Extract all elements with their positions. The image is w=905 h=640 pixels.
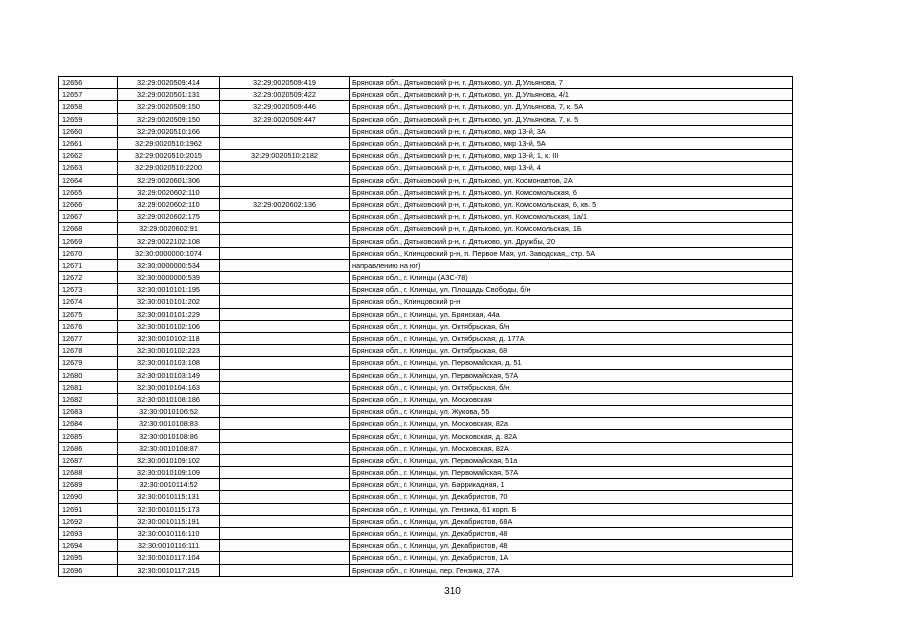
address-cell: Брянская обл., Дятьковский р-н, г. Дятьково, ул. Космонавтов, 2А: [350, 174, 793, 186]
building-number-cell: 32:29:0020602:136: [220, 198, 350, 210]
row-number-cell: 12696: [59, 564, 118, 576]
address-cell: Брянская обл., г. Клинцы, ул. Московская: [350, 393, 793, 405]
address-cell: Брянская обл., г. Клинцы, ул. Первомайская, д. 51: [350, 357, 793, 369]
row-number-cell: 12692: [59, 515, 118, 527]
row-number-cell: 12676: [59, 320, 118, 332]
cadastral-number-cell: 32:30:0010115:131: [118, 491, 220, 503]
building-number-cell: [220, 479, 350, 491]
table-row: [59, 454, 793, 466]
table-row: [59, 381, 793, 393]
building-number-cell: [220, 174, 350, 186]
table-row: [59, 308, 793, 320]
cadastral-number-cell: 32:30:0010101:202: [118, 296, 220, 308]
cadastral-number-cell: 32:29:0020602:110: [118, 186, 220, 198]
table-row: [59, 247, 793, 259]
address-cell: Брянская обл., г. Клинцы, ул. Декабристов, 48: [350, 527, 793, 539]
address-cell: Брянская обл., г. Клинцы, ул. Декабристов, 48: [350, 540, 793, 552]
address-cell: Брянская обл., Дятьковский р-н, г. Дятьково, ул. Д.Ульянова, 7, к. 5: [350, 113, 793, 125]
address-cell: Брянская обл., г. Клинцы (АЗС-78): [350, 272, 793, 284]
cadastral-number-cell: 32:30:0010109:109: [118, 467, 220, 479]
row-number-cell: 12678: [59, 345, 118, 357]
cadastral-number-cell: 32:29:0020509:150: [118, 101, 220, 113]
cadastral-number-cell: 32:29:0020509:414: [118, 77, 220, 89]
table-row: [59, 540, 793, 552]
address-cell: Брянская обл., Дятьковский р-н, г. Дятьково, ул. Комсомольская, 6, кв. 5: [350, 198, 793, 210]
row-number-cell: 12680: [59, 369, 118, 381]
row-number-cell: 12672: [59, 272, 118, 284]
address-cell: Брянская обл., г. Клинцы, ул. Жукова, 55: [350, 406, 793, 418]
address-cell: Брянская обл., г. Клинцы, ул. Октябрьская, б/н: [350, 381, 793, 393]
cadastral-number-cell: 32:29:0020602:110: [118, 198, 220, 210]
address-cell: Брянская обл., г. Клинцы, ул. Гензика, 61 корп. Б: [350, 503, 793, 515]
row-number-cell: 12685: [59, 430, 118, 442]
address-cell: Брянская обл., г. Клинцы, ул. Первомайская, 51а: [350, 454, 793, 466]
table-row: [59, 186, 793, 198]
table-row: [59, 357, 793, 369]
table-row: [59, 430, 793, 442]
address-cell: Брянская обл., г. Клинцы, ул. Октябрьская, 68: [350, 345, 793, 357]
address-cell: Брянская обл., Дятьковский р-н, г. Дятьково, мкр 13-й, 3А: [350, 125, 793, 137]
building-number-cell: [220, 162, 350, 174]
building-number-cell: [220, 247, 350, 259]
building-number-cell: [220, 345, 350, 357]
cadastral-number-cell: 32:29:0020510:1962: [118, 137, 220, 149]
building-number-cell: [220, 467, 350, 479]
address-cell: Брянская обл., Дятьковский р-н, г. Дятьково, ул. Комсомольская, 1а/1: [350, 211, 793, 223]
building-number-cell: 32:29:0020509:419: [220, 77, 350, 89]
building-number-cell: 32:29:0020510:2182: [220, 150, 350, 162]
building-number-cell: 32:29:0020509:422: [220, 89, 350, 101]
row-number-cell: 12688: [59, 467, 118, 479]
cadastral-number-cell: 32:30:0000000:539: [118, 272, 220, 284]
row-number-cell: 12689: [59, 479, 118, 491]
address-cell: Брянская обл., Клинцовский р-н, п. Первое Мая, ул. Заводская,, стр. 5А: [350, 247, 793, 259]
address-cell: Брянская обл., Дятьковский р-н, г. Дятьково, ул. Дружбы, 20: [350, 235, 793, 247]
table-row: [59, 174, 793, 186]
cadastral-number-cell: 32:30:0010101:195: [118, 284, 220, 296]
cadastral-number-cell: 32:30:0010109:102: [118, 454, 220, 466]
address-cell: Брянская обл., Дятьковский р-н, г. Дятьково, мкр 13-й, 1, к. III: [350, 150, 793, 162]
building-number-cell: 32:29:0020509:447: [220, 113, 350, 125]
cadastral-number-cell: 32:29:0020602:91: [118, 223, 220, 235]
address-cell: Брянская обл., Дятьковский р-н, г. Дятьково, мкр 13-й, 5А: [350, 137, 793, 149]
table-row: [59, 418, 793, 430]
row-number-cell: 12691: [59, 503, 118, 515]
table-row: [59, 150, 793, 162]
address-cell: Брянская обл., г. Клинцы, ул. Брянская, 44а: [350, 308, 793, 320]
building-number-cell: [220, 418, 350, 430]
cadastral-number-cell: 32:30:0010108:87: [118, 442, 220, 454]
page-number: 310: [444, 586, 461, 597]
row-number-cell: 12656: [59, 77, 118, 89]
row-number-cell: 12667: [59, 211, 118, 223]
address-cell: Брянская обл., Дятьковский р-н, г. Дятьково, ул. Комсомольская, 6: [350, 186, 793, 198]
table-row: [59, 113, 793, 125]
address-cell: направлению на юг): [350, 259, 793, 271]
table-row: [59, 515, 793, 527]
building-number-cell: [220, 332, 350, 344]
building-number-cell: [220, 186, 350, 198]
cadastral-number-cell: 32:30:0010106:52: [118, 406, 220, 418]
row-number-cell: 12662: [59, 150, 118, 162]
cadastral-number-cell: 32:30:0010108:186: [118, 393, 220, 405]
address-cell: Брянская обл., г. Клинцы, ул. Декабристов, 1А: [350, 552, 793, 564]
row-number-cell: 12686: [59, 442, 118, 454]
building-number-cell: [220, 296, 350, 308]
table-row: [59, 137, 793, 149]
building-number-cell: [220, 503, 350, 515]
building-number-cell: [220, 308, 350, 320]
cadastral-number-cell: 32:30:0010101:229: [118, 308, 220, 320]
table-row: [59, 564, 793, 576]
address-cell: Брянская обл., г. Клинцы, ул. Первомайская, 57А: [350, 369, 793, 381]
row-number-cell: 12660: [59, 125, 118, 137]
table-row: [59, 77, 793, 89]
cadastral-number-cell: 32:30:0000000:1074: [118, 247, 220, 259]
building-number-cell: 32:29:0020509:446: [220, 101, 350, 113]
cadastral-number-cell: 32:30:0010102:118: [118, 332, 220, 344]
building-number-cell: [220, 406, 350, 418]
row-number-cell: 12673: [59, 284, 118, 296]
cadastral-number-cell: 32:30:0010104:163: [118, 381, 220, 393]
table-row: [59, 162, 793, 174]
table-row: [59, 320, 793, 332]
table-row: [59, 284, 793, 296]
row-number-cell: 12681: [59, 381, 118, 393]
cadastral-number-cell: 32:29:0020510:2015: [118, 150, 220, 162]
cadastral-number-cell: 32:29:0020602:175: [118, 211, 220, 223]
building-number-cell: [220, 125, 350, 137]
cadastral-table: [58, 76, 793, 577]
table-row: [59, 198, 793, 210]
cadastral-number-cell: 32:30:0010117:215: [118, 564, 220, 576]
row-number-cell: 12682: [59, 393, 118, 405]
building-number-cell: [220, 527, 350, 539]
cadastral-number-cell: 32:29:0020510:166: [118, 125, 220, 137]
table-row: [59, 101, 793, 113]
cadastral-number-cell: 32:30:0010116:111: [118, 540, 220, 552]
address-cell: Брянская обл., Дятьковский р-н, г. Дятьково, ул. Д.Ульянова, 4/1: [350, 89, 793, 101]
address-cell: Брянская обл., г. Клинцы, ул. Московская, 82а: [350, 418, 793, 430]
cadastral-number-cell: 32:30:0010108:83: [118, 418, 220, 430]
building-number-cell: [220, 454, 350, 466]
address-cell: Брянская обл., г. Клинцы, ул. Московская, 82А: [350, 442, 793, 454]
row-number-cell: 12668: [59, 223, 118, 235]
cadastral-number-cell: 32:29:0020509:150: [118, 113, 220, 125]
building-number-cell: [220, 515, 350, 527]
table-row: [59, 272, 793, 284]
cadastral-number-cell: 32:30:0010102:223: [118, 345, 220, 357]
row-number-cell: 12670: [59, 247, 118, 259]
cadastral-number-cell: 32:30:0010115:173: [118, 503, 220, 515]
building-number-cell: [220, 442, 350, 454]
cadastral-number-cell: 32:30:0000000:534: [118, 259, 220, 271]
row-number-cell: 12679: [59, 357, 118, 369]
table-row: [59, 369, 793, 381]
address-cell: Брянская обл., Дятьковский р-н, г. Дятьково, ул. Д.Ульянова, 7: [350, 77, 793, 89]
cadastral-number-cell: 32:30:0010102:106: [118, 320, 220, 332]
table-row: [59, 296, 793, 308]
building-number-cell: [220, 320, 350, 332]
row-number-cell: 12658: [59, 101, 118, 113]
address-cell: Брянская обл., Дятьковский р-н, г. Дятьково, ул. Комсомольская, 1Б: [350, 223, 793, 235]
row-number-cell: 12695: [59, 552, 118, 564]
building-number-cell: [220, 211, 350, 223]
address-cell: Брянская обл., г. Клинцы, ул. Площадь Свободы, б/н: [350, 284, 793, 296]
building-number-cell: [220, 235, 350, 247]
table-row: [59, 332, 793, 344]
building-number-cell: [220, 369, 350, 381]
address-cell: Брянская обл., г. Клинцы, ул. Декабристов, 68А: [350, 515, 793, 527]
row-number-cell: 12657: [59, 89, 118, 101]
row-number-cell: 12690: [59, 491, 118, 503]
building-number-cell: [220, 137, 350, 149]
row-number-cell: 12683: [59, 406, 118, 418]
cadastral-number-cell: 32:30:0010114:52: [118, 479, 220, 491]
address-cell: Брянская обл., г. Клинцы, ул. Декабристов, 70: [350, 491, 793, 503]
table-body: [59, 77, 793, 577]
address-cell: Брянская обл., Дятьковский р-н, г. Дятьково, мкр 13-й, 4: [350, 162, 793, 174]
cadastral-number-cell: 32:29:0022102:108: [118, 235, 220, 247]
table-row: [59, 345, 793, 357]
table-row: [59, 125, 793, 137]
table-row: [59, 491, 793, 503]
building-number-cell: [220, 393, 350, 405]
row-number-cell: 12687: [59, 454, 118, 466]
table-row: [59, 406, 793, 418]
table-row: [59, 467, 793, 479]
address-cell: Брянская обл., г. Клинцы, ул. Московская, д. 82А: [350, 430, 793, 442]
cadastral-number-cell: 32:29:0020601:306: [118, 174, 220, 186]
cadastral-number-cell: 32:30:0010103:108: [118, 357, 220, 369]
cadastral-number-cell: 32:30:0010115:191: [118, 515, 220, 527]
building-number-cell: [220, 272, 350, 284]
table-row: [59, 235, 793, 247]
building-number-cell: [220, 564, 350, 576]
row-number-cell: 12675: [59, 308, 118, 320]
row-number-cell: 12677: [59, 332, 118, 344]
row-number-cell: 12664: [59, 174, 118, 186]
row-number-cell: 12669: [59, 235, 118, 247]
building-number-cell: [220, 259, 350, 271]
row-number-cell: 12663: [59, 162, 118, 174]
table-row: [59, 259, 793, 271]
row-number-cell: 12665: [59, 186, 118, 198]
building-number-cell: [220, 357, 350, 369]
address-cell: Брянская обл., г. Клинцы, ул. Первомайская, 57А: [350, 467, 793, 479]
address-cell: Брянская обл., г. Клинцы, ул. Октябрьская, д. 177А: [350, 332, 793, 344]
address-cell: Брянская обл., г. Клинцы, ул. Октябрьская, б/н: [350, 320, 793, 332]
building-number-cell: [220, 540, 350, 552]
cadastral-number-cell: 32:29:0020501:131: [118, 89, 220, 101]
row-number-cell: 12694: [59, 540, 118, 552]
address-cell: Брянская обл., Клинцовский р-н: [350, 296, 793, 308]
address-cell: Брянская обл., г. Клинцы, пер. Гензика, 27А: [350, 564, 793, 576]
row-number-cell: 12666: [59, 198, 118, 210]
row-number-cell: 12661: [59, 137, 118, 149]
table-row: [59, 552, 793, 564]
building-number-cell: [220, 430, 350, 442]
table-row: [59, 89, 793, 101]
cadastral-number-cell: 32:30:0010117:104: [118, 552, 220, 564]
table-row: [59, 442, 793, 454]
table-row: [59, 479, 793, 491]
row-number-cell: 12671: [59, 259, 118, 271]
building-number-cell: [220, 491, 350, 503]
cadastral-number-cell: 32:30:0010108:86: [118, 430, 220, 442]
table-row: [59, 393, 793, 405]
cadastral-number-cell: 32:30:0010103:149: [118, 369, 220, 381]
cadastral-number-cell: 32:30:0010116:110: [118, 527, 220, 539]
row-number-cell: 12684: [59, 418, 118, 430]
address-cell: Брянская обл., г. Клинцы, ул. Баррикадная, 1: [350, 479, 793, 491]
row-number-cell: 12659: [59, 113, 118, 125]
row-number-cell: 12674: [59, 296, 118, 308]
building-number-cell: [220, 284, 350, 296]
cadastral-number-cell: 32:29:0020510:2200: [118, 162, 220, 174]
building-number-cell: [220, 552, 350, 564]
row-number-cell: 12693: [59, 527, 118, 539]
table-row: [59, 527, 793, 539]
building-number-cell: [220, 223, 350, 235]
table-row: [59, 223, 793, 235]
table-row: [59, 211, 793, 223]
table-row: [59, 503, 793, 515]
address-cell: Брянская обл., Дятьковский р-н, г. Дятьково, ул. Д.Ульянова, 7, к. 5А: [350, 101, 793, 113]
building-number-cell: [220, 381, 350, 393]
